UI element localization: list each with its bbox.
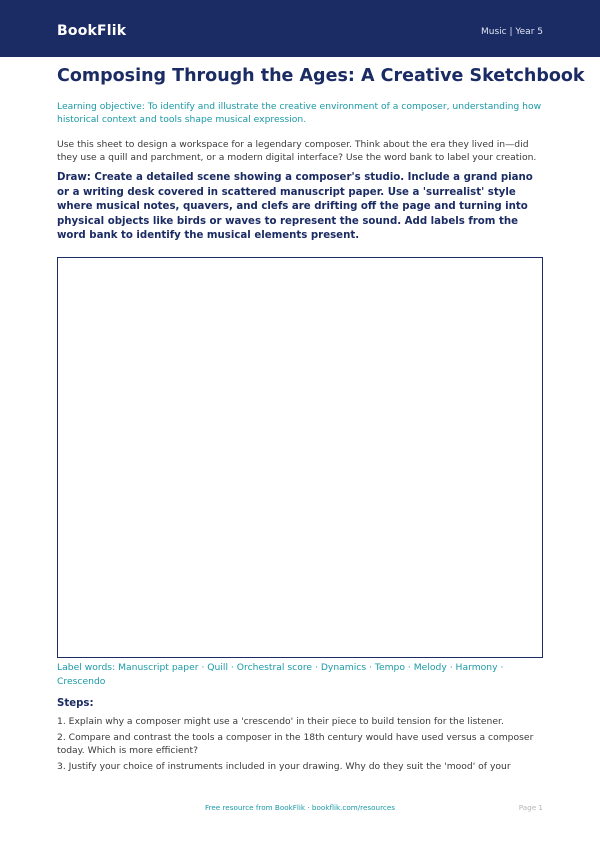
- steps-list: [57, 715, 543, 776]
- intro-text: Use this sheet to design a workspace for a legendary composer. Think about the era they lived in—did they use a quill and parchment, or a modern digital interface? Use the word bank to label your creation.: [57, 139, 537, 163]
- drawing-area[interactable]: [57, 257, 543, 658]
- header-bar: [0, 0, 600, 57]
- steps-heading: Steps:: [57, 698, 94, 709]
- page-title: Composing Through the Ages: A Creative Sketchbook: [57, 66, 585, 86]
- learning-objective: Learning objective: To identify and illustrate the creative environment of a composer, understanding how historical context and tools shape musical expression.: [57, 101, 542, 125]
- brand-logo[interactable]: BookFlik: [57, 23, 127, 39]
- step-item: 2. Compare and contrast the tools a composer in the 18th century would have used versus a composer today. Which is more efficient?: [57, 732, 534, 756]
- word-bank: Label words: Manuscript paper · Quill · Orchestral score · Dynamics · Tempo · Melody · Harmony · Crescendo: [57, 662, 504, 687]
- step-item: 1. Explain why a composer might use a 'crescendo' in their piece to build tension for the listener.: [57, 716, 504, 727]
- footer-link[interactable]: Free resource from BookFlik · bookflik.com/resources: [204, 803, 396, 812]
- page-number: Page 1: [518, 803, 543, 812]
- subject-year-label: Music | Year 5: [480, 27, 543, 37]
- draw-instruction: Draw: Create a detailed scene showing a composer's studio. Include a grand piano or a writing desk covered in scattered manuscript paper. Use a 'surrealist' style where musical notes, quavers, and clefs are drifting off the page and turning into physical objects like birds or waves to represent the sound. Add labels from the word bank to identify the musical elements present.: [57, 172, 533, 241]
- step-item: 3. Justify your choice of instruments included in your drawing. Why do they suit the 'mood' of your: [57, 761, 511, 772]
